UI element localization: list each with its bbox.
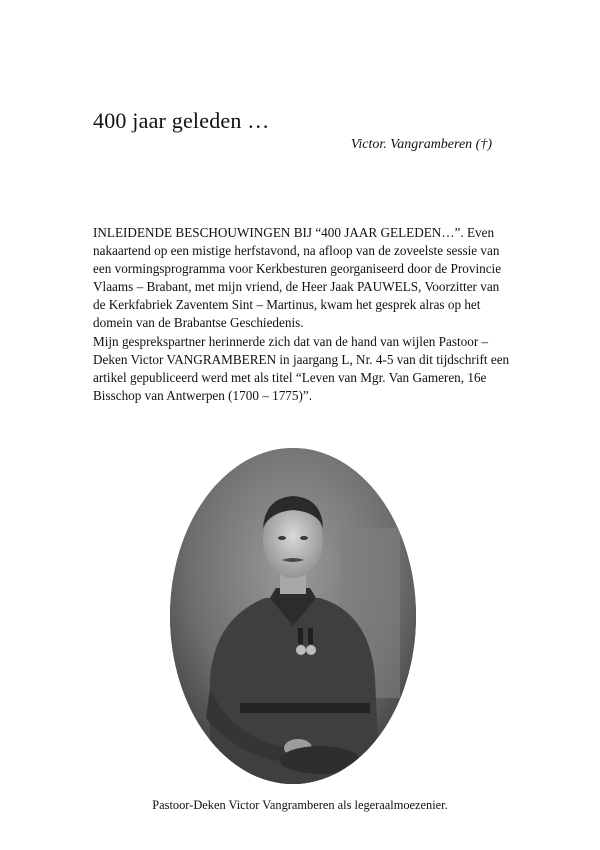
portrait-photo — [170, 448, 416, 784]
paragraph-intro: INLEIDENDE BESCHOUWINGEN BIJ “400 JAAR GELEDEN…”. Even nakaartend op een mistige herfstavond, na afloop van de zoveelste sessie van een vormingsprogramma voor Kerkbesturen georganiseerd door de Provincie Vlaams – Brabant, met mijn vriend, de Heer Jaak PAUWELS, Voorzitter van de Kerkfabriek Zaventem Sint – Martinus, kwam het gesprek alras op het domein van de Brabantse Geschiedenis. — [93, 225, 502, 331]
portrait-illustration — [170, 448, 416, 784]
article-title: 400 jaar geleden … — [93, 108, 270, 133]
paragraph-recollection: Mijn gesprekspartner herinnerde zich dat van de hand van wijlen Pastoor – Deken Victor VANGRAMBEREN in jaargang L, Nr. 4-5 van dit tijdschrift een artikel gepubliceerd werd met als titel “Leven van Mgr. Van Gameren, 16e Bisschop van Antwerpen (1700 – 1775)”. — [93, 333, 510, 403]
author-byline: Victor. Vangramberen (†) — [350, 137, 492, 152]
photo-caption: Pastoor-Deken Victor Vangramberen als legeraalmoezenier. — [152, 798, 448, 812]
article-body — [93, 224, 513, 405]
